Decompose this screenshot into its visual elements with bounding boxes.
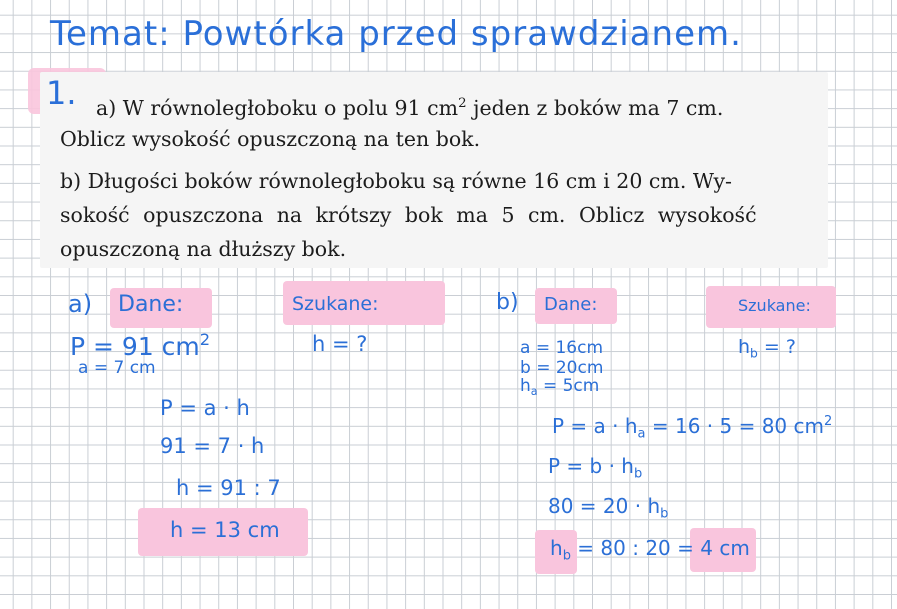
part-a-label: a) — [68, 290, 93, 318]
part-b-dane: Dane: — [544, 294, 598, 315]
part-b-given-b: b = 20cm — [520, 358, 604, 378]
task-a-line1: a) W równoległoboku o polu 91 $cm^2$ jeden z boków ma 7 cm. — [96, 95, 724, 120]
task-b-line1: b) Długości boków równoległoboku są równe 16 cm i 20 cm. Wy- — [60, 169, 732, 193]
part-b-unknown: $h_b$ = ? — [738, 336, 796, 361]
part-b-step3: $80 = 20 \cdot h_b$ — [548, 494, 669, 522]
part-b-step1: $P = a \cdot h_a = 16 \cdot 5 = 80$ $cm^2$ — [552, 414, 833, 442]
part-b-given-a: a = 16cm — [520, 338, 604, 358]
part-b-answer: $h_b = 80$ : 20 = 4 cm — [550, 536, 750, 564]
part-b-given-ha: $h_a = 5cm$ — [520, 376, 600, 398]
part-b-label: b) — [496, 290, 519, 315]
task-b-line2: sokość opuszczona na krótszy bok ma 5 cm. Oblicz wysokość — [60, 203, 757, 227]
part-a-step1: P = a · h — [160, 396, 250, 420]
page-title: Temat: Powtórka przed sprawdzianem. — [50, 14, 742, 54]
part-a-given-area: P = 91 $cm^2$ — [70, 330, 211, 361]
task-number: 1. — [46, 74, 77, 112]
task-a-line2: Oblicz wysokość opuszczoną na ten bok. — [60, 127, 481, 151]
part-a-dane: Dane: — [118, 292, 184, 317]
part-b-step2: $P = b \cdot h_b$ — [548, 454, 643, 482]
part-b-szukane: Szukane: — [738, 296, 811, 315]
part-a-answer: h = 13 cm — [170, 518, 280, 542]
part-a-unknown: h = ? — [312, 332, 368, 356]
part-a-step2: 91 = 7 · h — [160, 434, 265, 458]
task-b-line3: opuszczoną na dłuższy bok. — [60, 237, 347, 261]
part-a-szukane: Szukane: — [292, 293, 379, 315]
part-a-step3: h = 91 : 7 — [176, 476, 281, 500]
part-a-given-side: a = 7 cm — [78, 358, 156, 378]
